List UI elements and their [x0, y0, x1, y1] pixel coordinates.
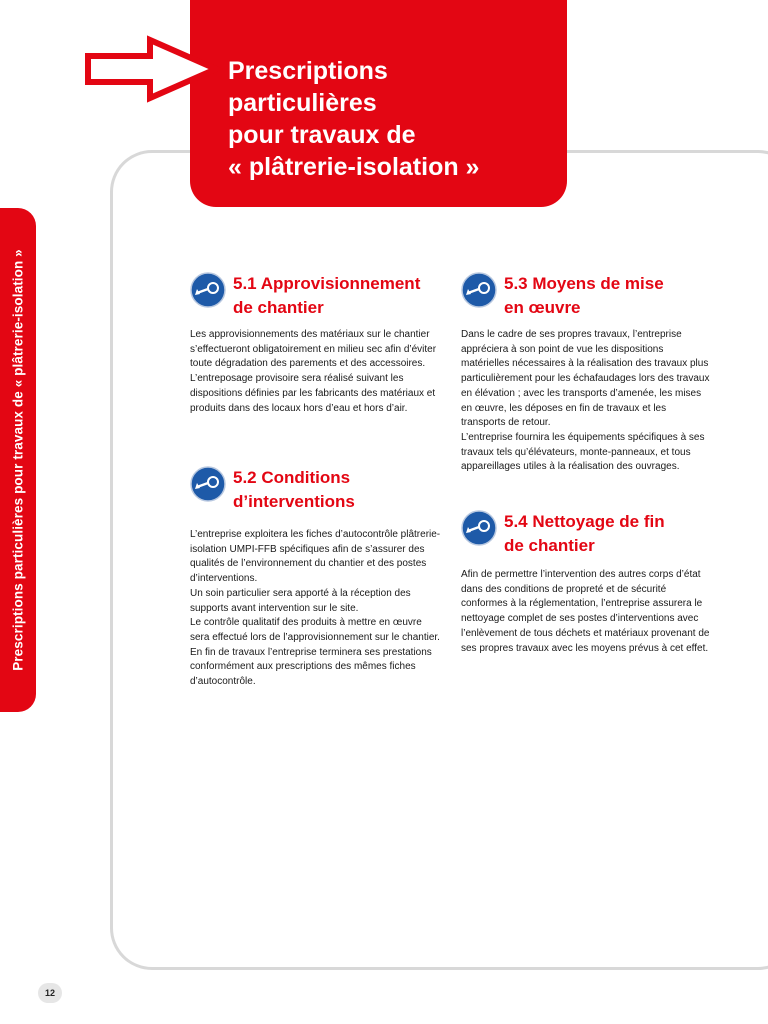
arrow-target-icon: [190, 272, 226, 308]
page-title-line: particulières: [228, 89, 377, 117]
section-5-3: [461, 272, 713, 475]
section-title: [233, 272, 453, 320]
section-title-line: de chantier: [233, 298, 324, 317]
section-body: [190, 328, 442, 416]
page-title-line: pour travaux de: [228, 121, 416, 149]
section-body: [190, 528, 442, 690]
paragraph: L’entreposage provisoire sera réalisé suivant les dispositions définies par les fabricants des matériaux et produits dans des locaux hors d’eau et hors d’air.: [190, 373, 436, 414]
page-number: 12: [38, 983, 62, 1003]
paragraph: Un soin particulier sera apporté à la réception des supports avant intervention sur le site.: [190, 587, 411, 614]
section-title: [504, 510, 724, 558]
paragraph: En fin de travaux l’entreprise terminera ses prestations conformément aux prescriptions des mêmes fiches d’autocontrôle.: [190, 646, 432, 688]
section-5-4: [461, 510, 713, 656]
side-tab-label: Prescriptions particulières pour travaux de « plâtrerie-isolation »: [10, 249, 26, 671]
arrow-icon: [84, 34, 224, 104]
section-title: [233, 466, 453, 514]
section-title-line: d’interventions: [233, 492, 355, 511]
section-5-1: [190, 272, 442, 416]
arrow-target-icon: [461, 272, 497, 308]
section-title-line: en œuvre: [504, 298, 581, 317]
page-title-line: Prescriptions: [228, 57, 388, 85]
section-body: [461, 328, 713, 475]
section-title-line: 5.1 Approvisionnement: [233, 274, 421, 293]
section-title-line: 5.4 Nettoyage de fin: [504, 512, 665, 531]
section-body: [461, 568, 713, 656]
paragraph: Dans le cadre de ses propres travaux, l’entreprise appréciera à son point de vue les dispositions matérielles nécessaires à la réalisation des travaux plus particulièrement pour les échafaudages lors des travaux en élévation ; avec les transports d’amenée, les mises en œuvre, les déposes en fin de travaux et les transports de retour.: [461, 329, 710, 429]
paragraph: L’entreprise exploitera les fiches d’autocontrôle plâtrerie-isolation UMPI-FFB spécifiques afin de s’assurer des qualités de l’environnement du chantier et des postes d’interventions.: [190, 529, 441, 585]
section-title-line: de chantier: [504, 536, 595, 555]
paragraph: L’entreprise fournira les équipements spécifiques à ses travaux tels qu’élévateurs, monte-panneaux, et tous appareillages utiles à la réalisation des ouvrages.: [461, 431, 705, 473]
arrow-target-icon: [461, 510, 497, 546]
section-title-line: 5.2 Conditions: [233, 468, 351, 487]
arrow-target-icon: [190, 466, 226, 502]
section-5-2: [190, 466, 442, 690]
section-title-line: 5.3 Moyens de mise: [504, 274, 664, 293]
page-title-line: « plâtrerie-isolation »: [228, 153, 480, 181]
paragraph: Le contrôle qualitatif des produits à mettre en œuvre sera effectué lors de l’approvisionnement sur le chantier.: [190, 617, 440, 643]
paragraph: Les approvisionnements des matériaux sur le chantier s’effectueront obligatoirement en milieu sec afin d’éviter toute dégradation des parements et des accessoires.: [190, 329, 437, 370]
section-title: [504, 272, 724, 320]
paragraph: Afin de permettre l’intervention des autres corps d’état dans des conditions de propreté et de sécurité conformes à la réglementation, l’entreprise assurera le nettoyage complet de ses postes d’interventions avec l’enlèvement de tous déchets et matériaux provenant de ses propres travaux avec les moyens prévus à cet effet.: [461, 569, 710, 654]
page-title: [228, 55, 558, 183]
